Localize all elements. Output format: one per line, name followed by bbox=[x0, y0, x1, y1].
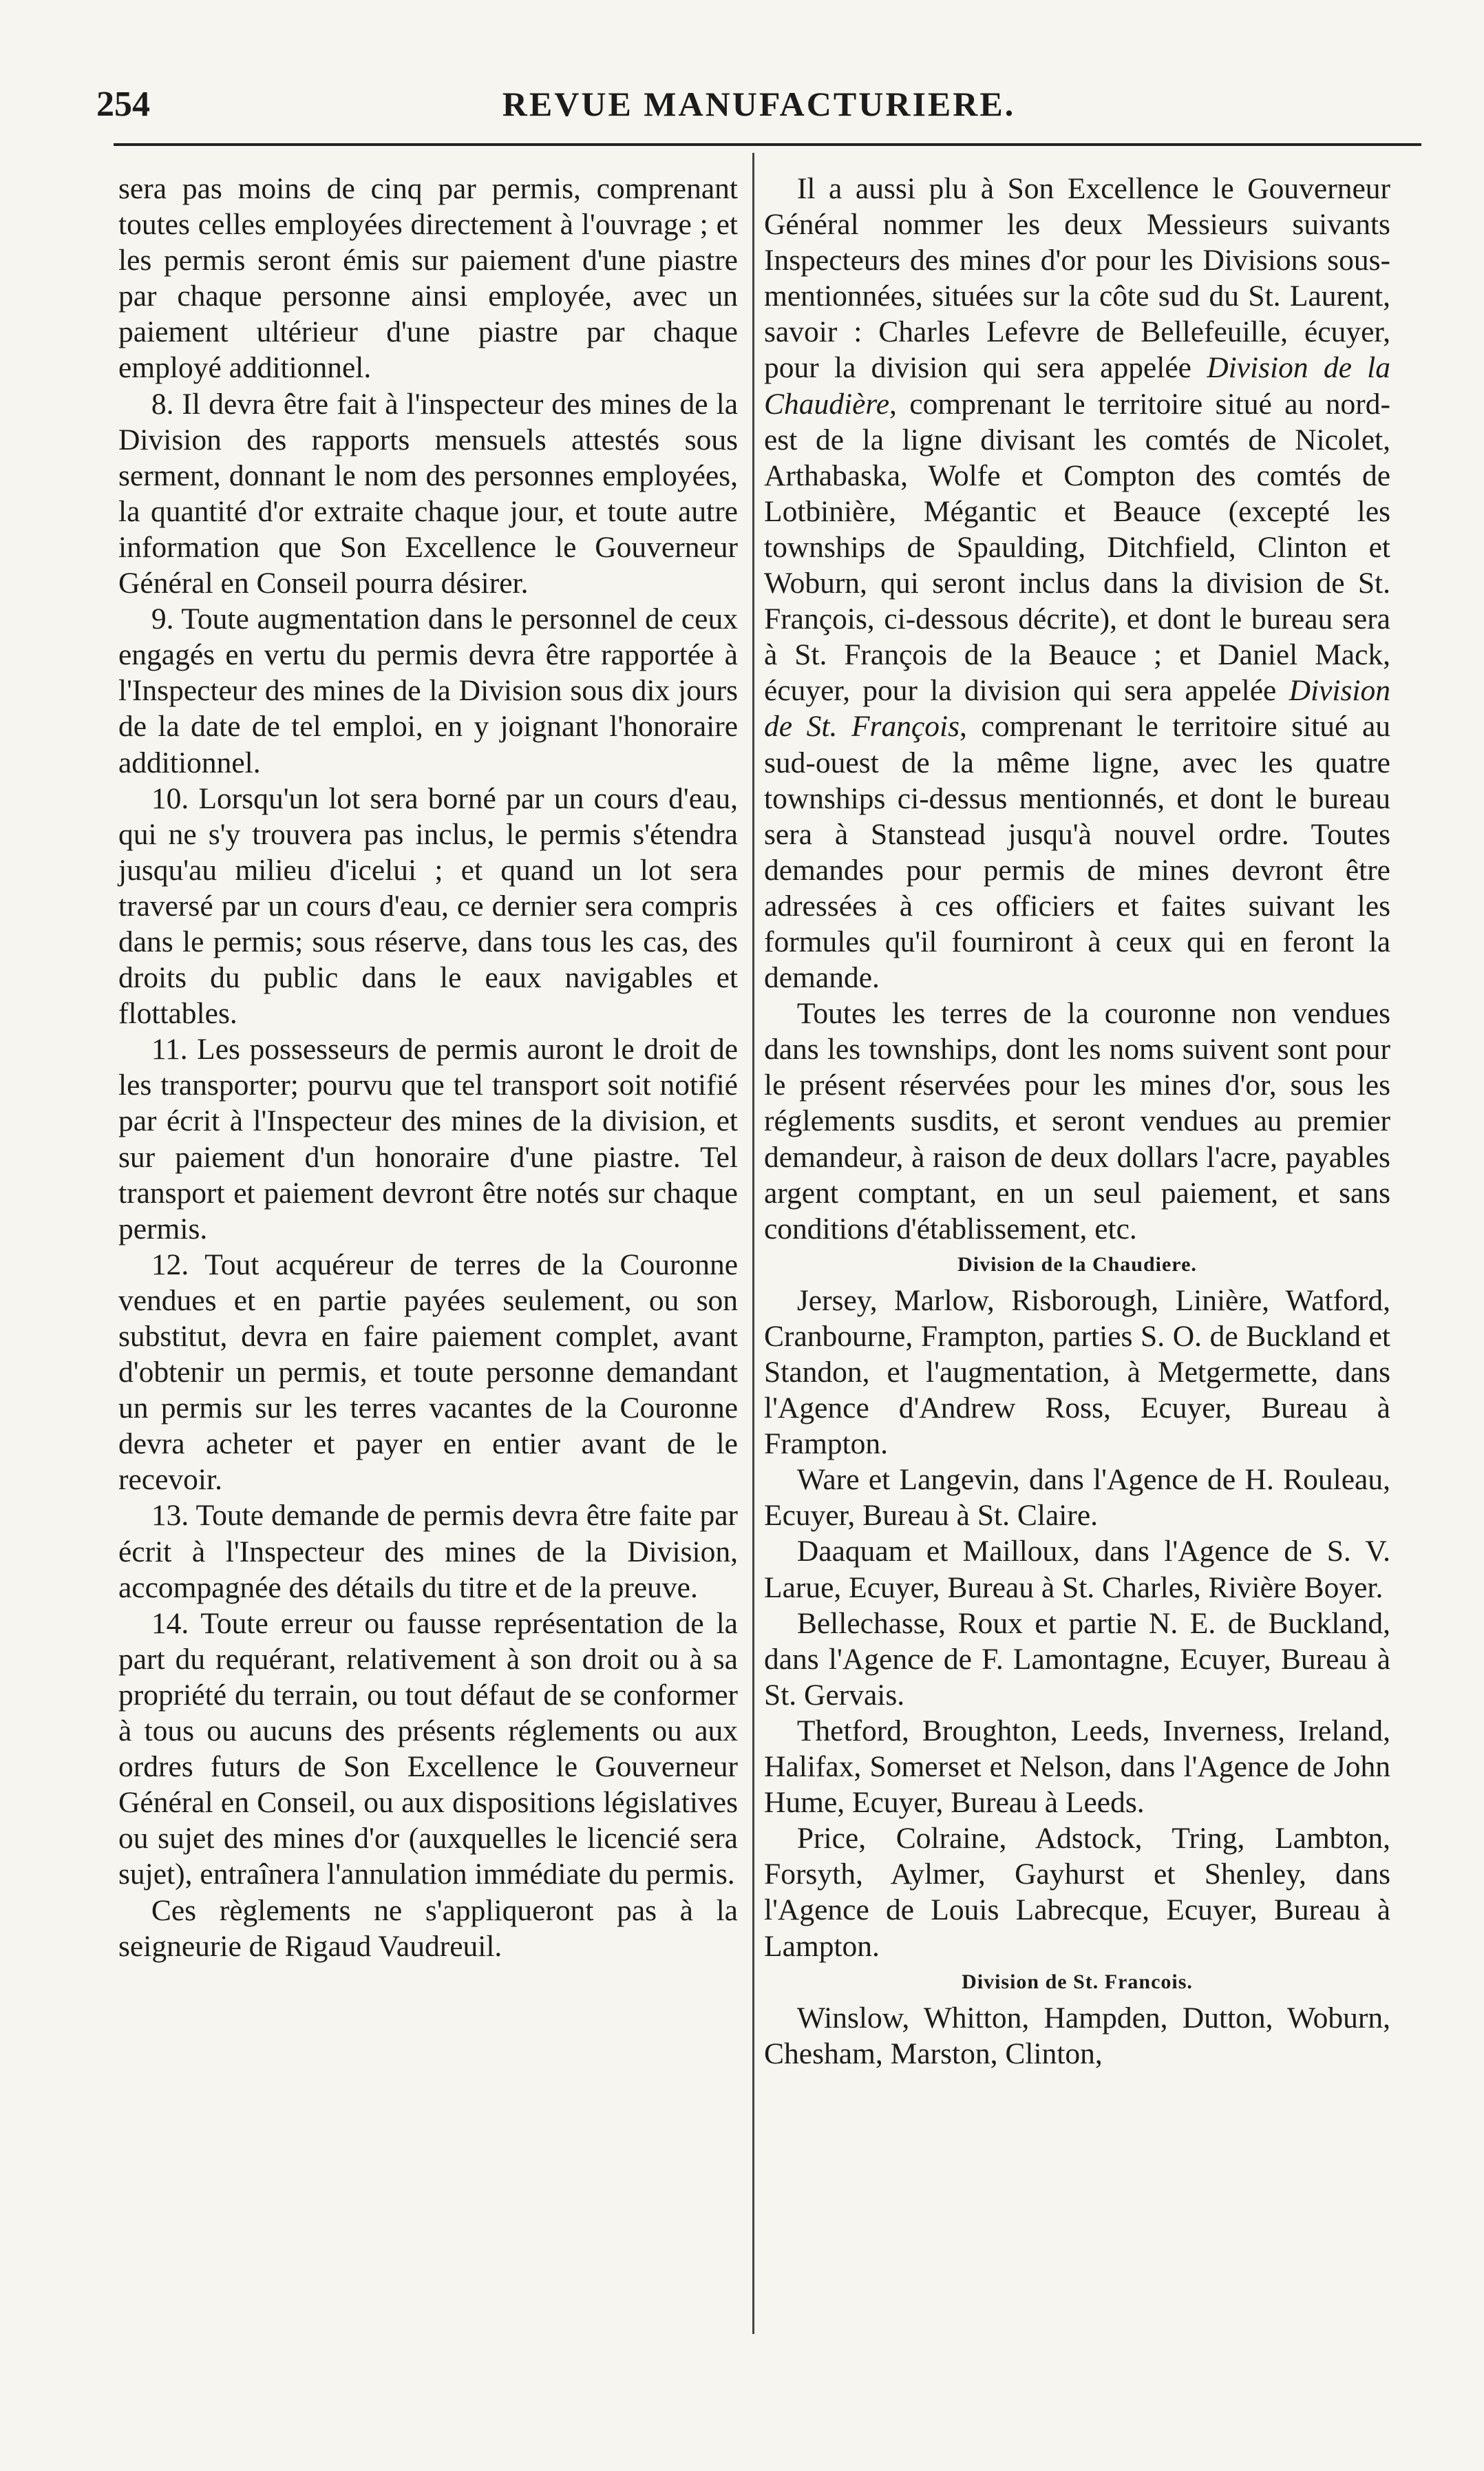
agency-st-charles: Daaquam et Mailloux, dans l'Agence de S. V. Larue, Ecuyer, Bureau à St. Charles, Rivière Boyer. bbox=[764, 1535, 1390, 1604]
agency-frampton: Jersey, Marlow, Risborough, Linière, Watford, Cranbourne, Frampton, parties S. O. de Buckland et Standon, et l'augmentation, à Metgermette, dans l'Agence d'Andrew Ross, Ecuyer, Bureau à Frampton. bbox=[764, 1283, 1390, 1461]
townships-st-francois: Winslow, Whitton, Hampden, Dutton, Woburn, Chesham, Marston, Clinton, bbox=[764, 2001, 1390, 2070]
agency-st-claire: Ware et Langevin, dans l'Agence de H. Rouleau, Ecuyer, Bureau à St. Claire. bbox=[764, 1463, 1390, 1533]
agency-st-gervais: Bellechasse, Roux et partie N. E. de Buckland, dans l'Agence de F. Lamontagne, Ecuyer, Bureau à St. Gervais. bbox=[764, 1606, 1390, 1712]
paragraph-continuation: sera pas moins de cinq par permis, comprenant toutes celles employées directement à l'ouvrage ; et les permis seront émis sur paiement d'une piastre par chaque personne ainsi employée, avec un paiement ultérieur d'une piastre par chaque employé additionnel. bbox=[118, 172, 738, 385]
division-st-francois-name: Division de St. François bbox=[764, 674, 1390, 744]
article-14: 14. Toute erreur ou fausse représentation de la part du requérant, relativement à son droit ou à sa propriété du terrain, ou tout défaut de se conformer à tous ou aucuns des présents réglements ou aux ordres futurs de Son Excellence le Gouverneur Général en Conseil, ou aux dispositions législatives ou sujet des mines d'or (auxquelles le licencié sera sujet), entraînera l'annulation immédiate du permis. bbox=[118, 1606, 738, 1891]
article-13: 13. Toute demande de permis devra être faite par écrit à l'Inspecteur des mines de la Division, accompagnée des détails du titre et de la preuve. bbox=[118, 1499, 738, 1604]
article-10: 10. Lorsqu'un lot sera borné par un cours d'eau, qui ne s'y trouvera pas inclus, le permis s'étendra jusqu'au milieu d'icelui ; et quand un lot sera traversé par un cours d'eau, ce dernier sera compris dans le permis; sous réserve, dans tous les cas, des droits du public dans le eaux navigables et flottables. bbox=[118, 781, 738, 1031]
page-number: 254 bbox=[96, 85, 150, 124]
agency-lampton: Price, Colraine, Adstock, Tring, Lambton, Forsyth, Aylmer, Gayhurst et Shenley, dans l'Agence de Louis Labrecque, Ecuyer, Bureau à Lampton. bbox=[764, 1822, 1390, 1963]
agency-leeds: Thetford, Broughton, Leeds, Inverness, Ireland, Halifax, Somerset et Nelson, dans l'Agence de John Hume, Ecuyer, Bureau à Leeds. bbox=[764, 1714, 1390, 1820]
right-column bbox=[764, 171, 1390, 2072]
column-divider bbox=[752, 153, 754, 2334]
division-chaudiere-name: Division de la Chaudière bbox=[764, 351, 1390, 421]
left-column bbox=[118, 171, 738, 1964]
header-rule bbox=[114, 143, 1421, 146]
article-9: 9. Toute augmentation dans le personnel de ceux engagés en vertu du permis devra être rapportée à l'Inspecteur des mines de la Division sous dix jours de la date de tel emploi, en y joignant l'honoraire additionnel. bbox=[118, 602, 738, 779]
reserved-lands-paragraph: Toutes les terres de la couronne non vendues dans les townships, dont les noms suivent sont pour le présent réservées pour les mines d'or, sous les réglements susdits, et seront vendues au premier demandeur, à raison de deux dollars l'acre, payables argent comptant, en un seul paiement, et sans conditions d'établissement, etc. bbox=[764, 997, 1390, 1245]
page-header bbox=[96, 84, 1421, 139]
section-heading-chaudiere: Division de la Chaudiere. bbox=[957, 1252, 1197, 1276]
closing-note: Ces règlements ne s'appliqueront pas à la seigneurie de Rigaud Vaudreuil. bbox=[118, 1893, 738, 1963]
article-12: 12. Tout acquéreur de terres de la Couronne vendues et en partie payées seulement, ou son substitut, devra en faire paiement complet, avant d'obtenir un permis, et toute personne demandant un permis sur les terres vacantes de la Couronne devra acheter et payer en entier avant de le recevoir. bbox=[118, 1248, 738, 1497]
article-8: 8. Il devra être fait à l'inspecteur des mines de la Division des rapports mensuels attestés sous serment, donnant le nom des personnes employées, la quantité d'or extraite chaque jour, et toute autre information que Son Excellence le Gouverneur Général en Conseil pourra désirer. bbox=[118, 387, 738, 600]
running-title: REVUE MANUFACTURIERE. bbox=[502, 85, 1016, 123]
article-11: 11. Les possesseurs de permis auront le droit de les transporter; pourvu que tel transport soit notifié par écrit à l'Inspecteur des mines de la division, et sur paiement d'un honoraire d'une piastre. Tel transport et paiement devront être notés sur chaque permis. bbox=[118, 1033, 738, 1245]
section-heading-st-francois: Division de St. Francois. bbox=[962, 1970, 1193, 1993]
inspectors-paragraph: Il a aussi plu à Son Excellence le Gouverneur Général nommer les deux Messieurs suivants Inspecteurs des mines d'or pour les Divisions sous-mentionnées, situées sur la côte sud du St. Laurent, savoir : Charles Lefevre de Bellefeuille, écuyer, pour la division qui sera appelée Division de la Chaudière, comprenant le territoire situé au nord-est de la ligne divisant les comtés de Nicolet, Arthabaska, Wolfe et Compton des comtés de Lotbinière, Mégantic et Beauce (excepté les townships de Spaulding, Ditchfield, Clinton et Woburn, qui seront inclus dans la division de St. François, ci-dessous décrite), et dont le bureau sera à St. François de la Beauce ; et Daniel Mack, écuyer, pour la division qui sera appelée Division de St. François, comprenant le territoire situé au sud-ouest de la même ligne, avec les quatre townships ci-dessus mentionnés, et dont le bureau sera à Stanstead jusqu'à nouvel ordre. Toutes demandes pour permis de mines devront être adressées à ces officiers et faites suivant les formules qu'il fourniront à ceux qui en feront la demande. bbox=[764, 172, 1391, 995]
